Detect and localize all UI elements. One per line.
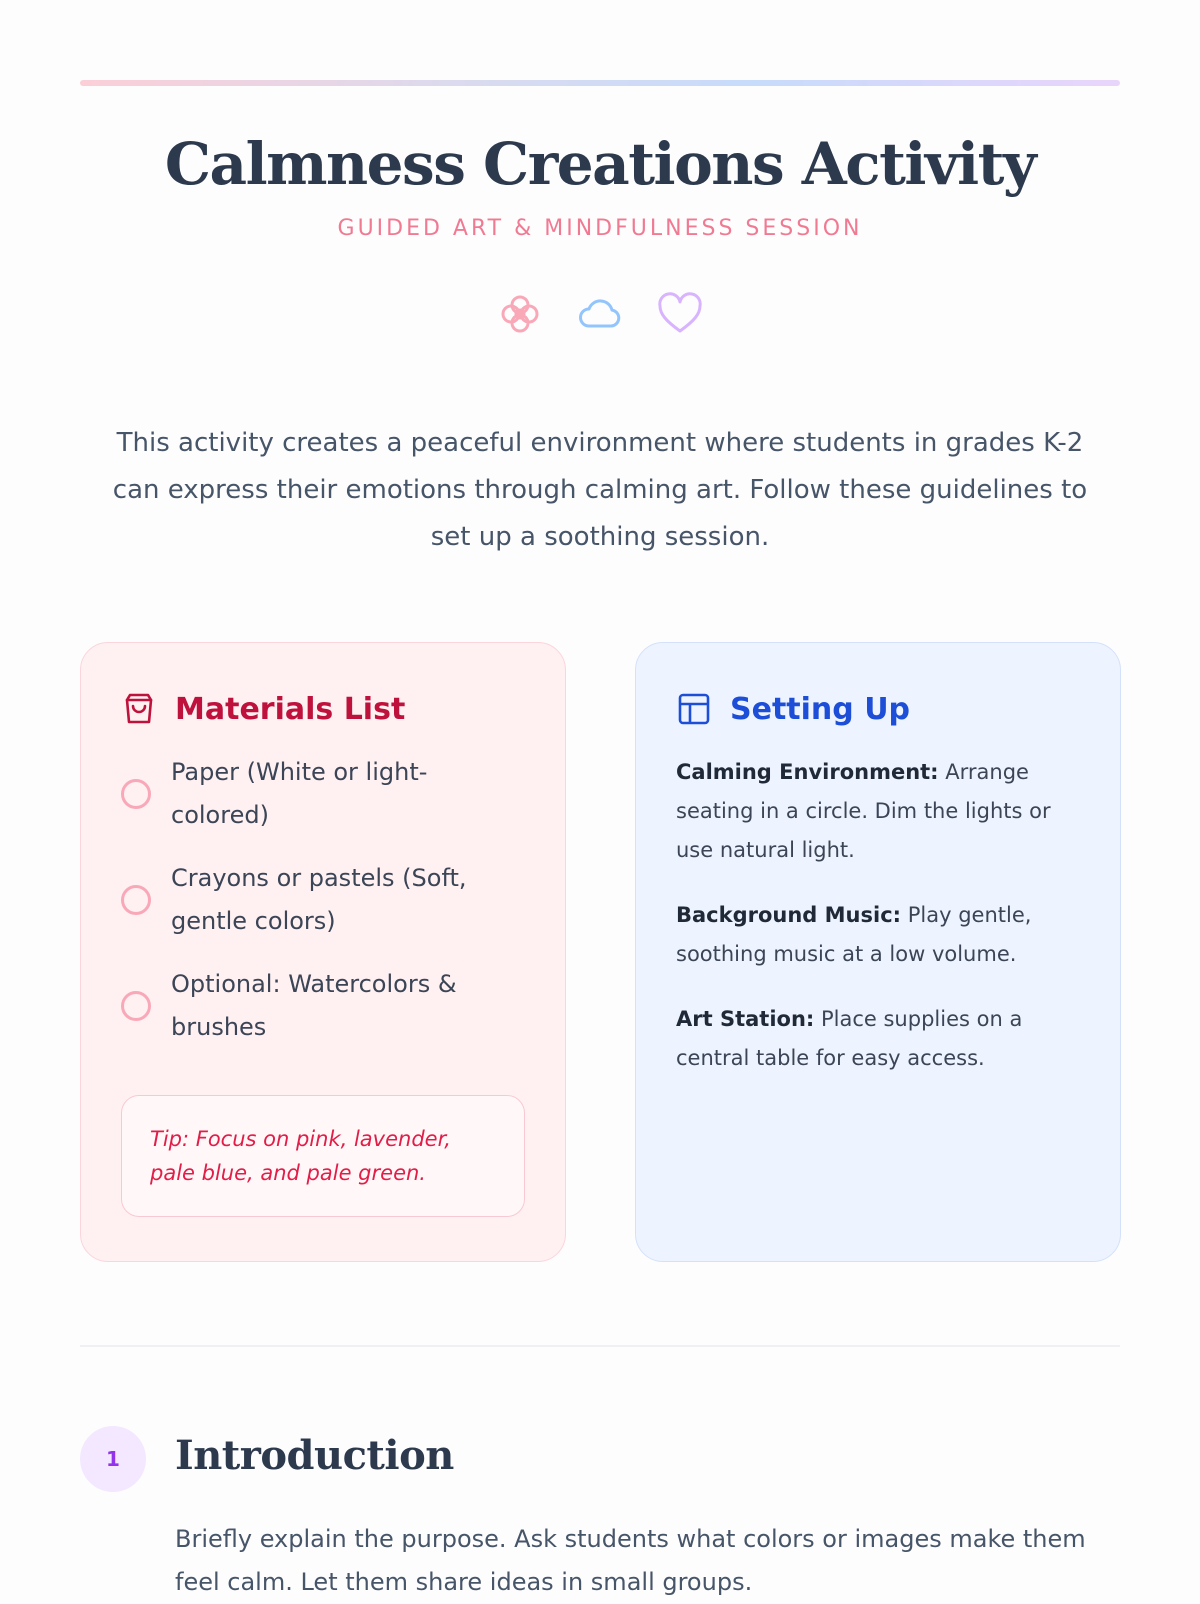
setup-term: Background Music: [676, 903, 902, 927]
flower-icon [496, 290, 544, 338]
material-label: Paper (White or light-colored) [171, 758, 428, 829]
step-body: Briefly explain the purpose. Ask students what colors or images make them feel calm. Let them share ideas in small groups. [175, 1525, 1086, 1596]
list-item[interactable] [121, 963, 525, 1049]
section-divider [80, 1345, 1120, 1347]
list-item[interactable] [121, 751, 525, 837]
top-gradient-bar [80, 80, 1120, 86]
materials-card [80, 642, 566, 1262]
setup-title: Setting Up [730, 691, 911, 727]
setup-text: Place supplies on a central table for easy access. [676, 1007, 1023, 1070]
cloud-icon [576, 290, 624, 338]
setup-list [676, 753, 1080, 1078]
setup-term: Calming Environment: [676, 760, 939, 784]
tip-box: Tip: Focus on pink, lavender, pale blue, and pale green. [121, 1095, 525, 1217]
setup-item [676, 1000, 1080, 1078]
checkbox-circle[interactable] [121, 885, 151, 915]
heart-icon [656, 290, 704, 338]
shopping-bag-icon [121, 691, 157, 727]
list-item[interactable] [121, 857, 525, 943]
hero-icons [0, 290, 1200, 338]
setup-item [676, 896, 1080, 974]
material-label: Optional: Watercolors & brushes [171, 970, 457, 1041]
setup-text: Play gentle, soothing music at a low volume. [676, 903, 1032, 966]
setup-card [635, 642, 1121, 1262]
materials-list [121, 751, 525, 1049]
materials-title: Materials List [175, 691, 406, 727]
setup-term: Art Station: [676, 1007, 815, 1031]
intro-paragraph: This activity creates a peaceful environment where students in grades K-2 can express their emotions through calming art. Follow these guidelines to set up a soothing session. [112, 428, 1088, 552]
layout-icon [676, 691, 712, 727]
checkbox-circle[interactable] [121, 991, 151, 1021]
setup-item [676, 753, 1080, 870]
page-subtitle: GUIDED ART & MINDFULNESS SESSION [337, 216, 863, 241]
setup-text: Arrange seating in a circle. Dim the lights or use natural light. [676, 760, 1051, 862]
checkbox-circle[interactable] [121, 779, 151, 809]
step-number-badge: 1 [80, 1426, 146, 1492]
material-label: Crayons or pastels (Soft, gentle colors) [171, 864, 467, 935]
page-title: Calmness Creations Activity [164, 130, 1036, 198]
step-title: Introduction [175, 1432, 454, 1479]
